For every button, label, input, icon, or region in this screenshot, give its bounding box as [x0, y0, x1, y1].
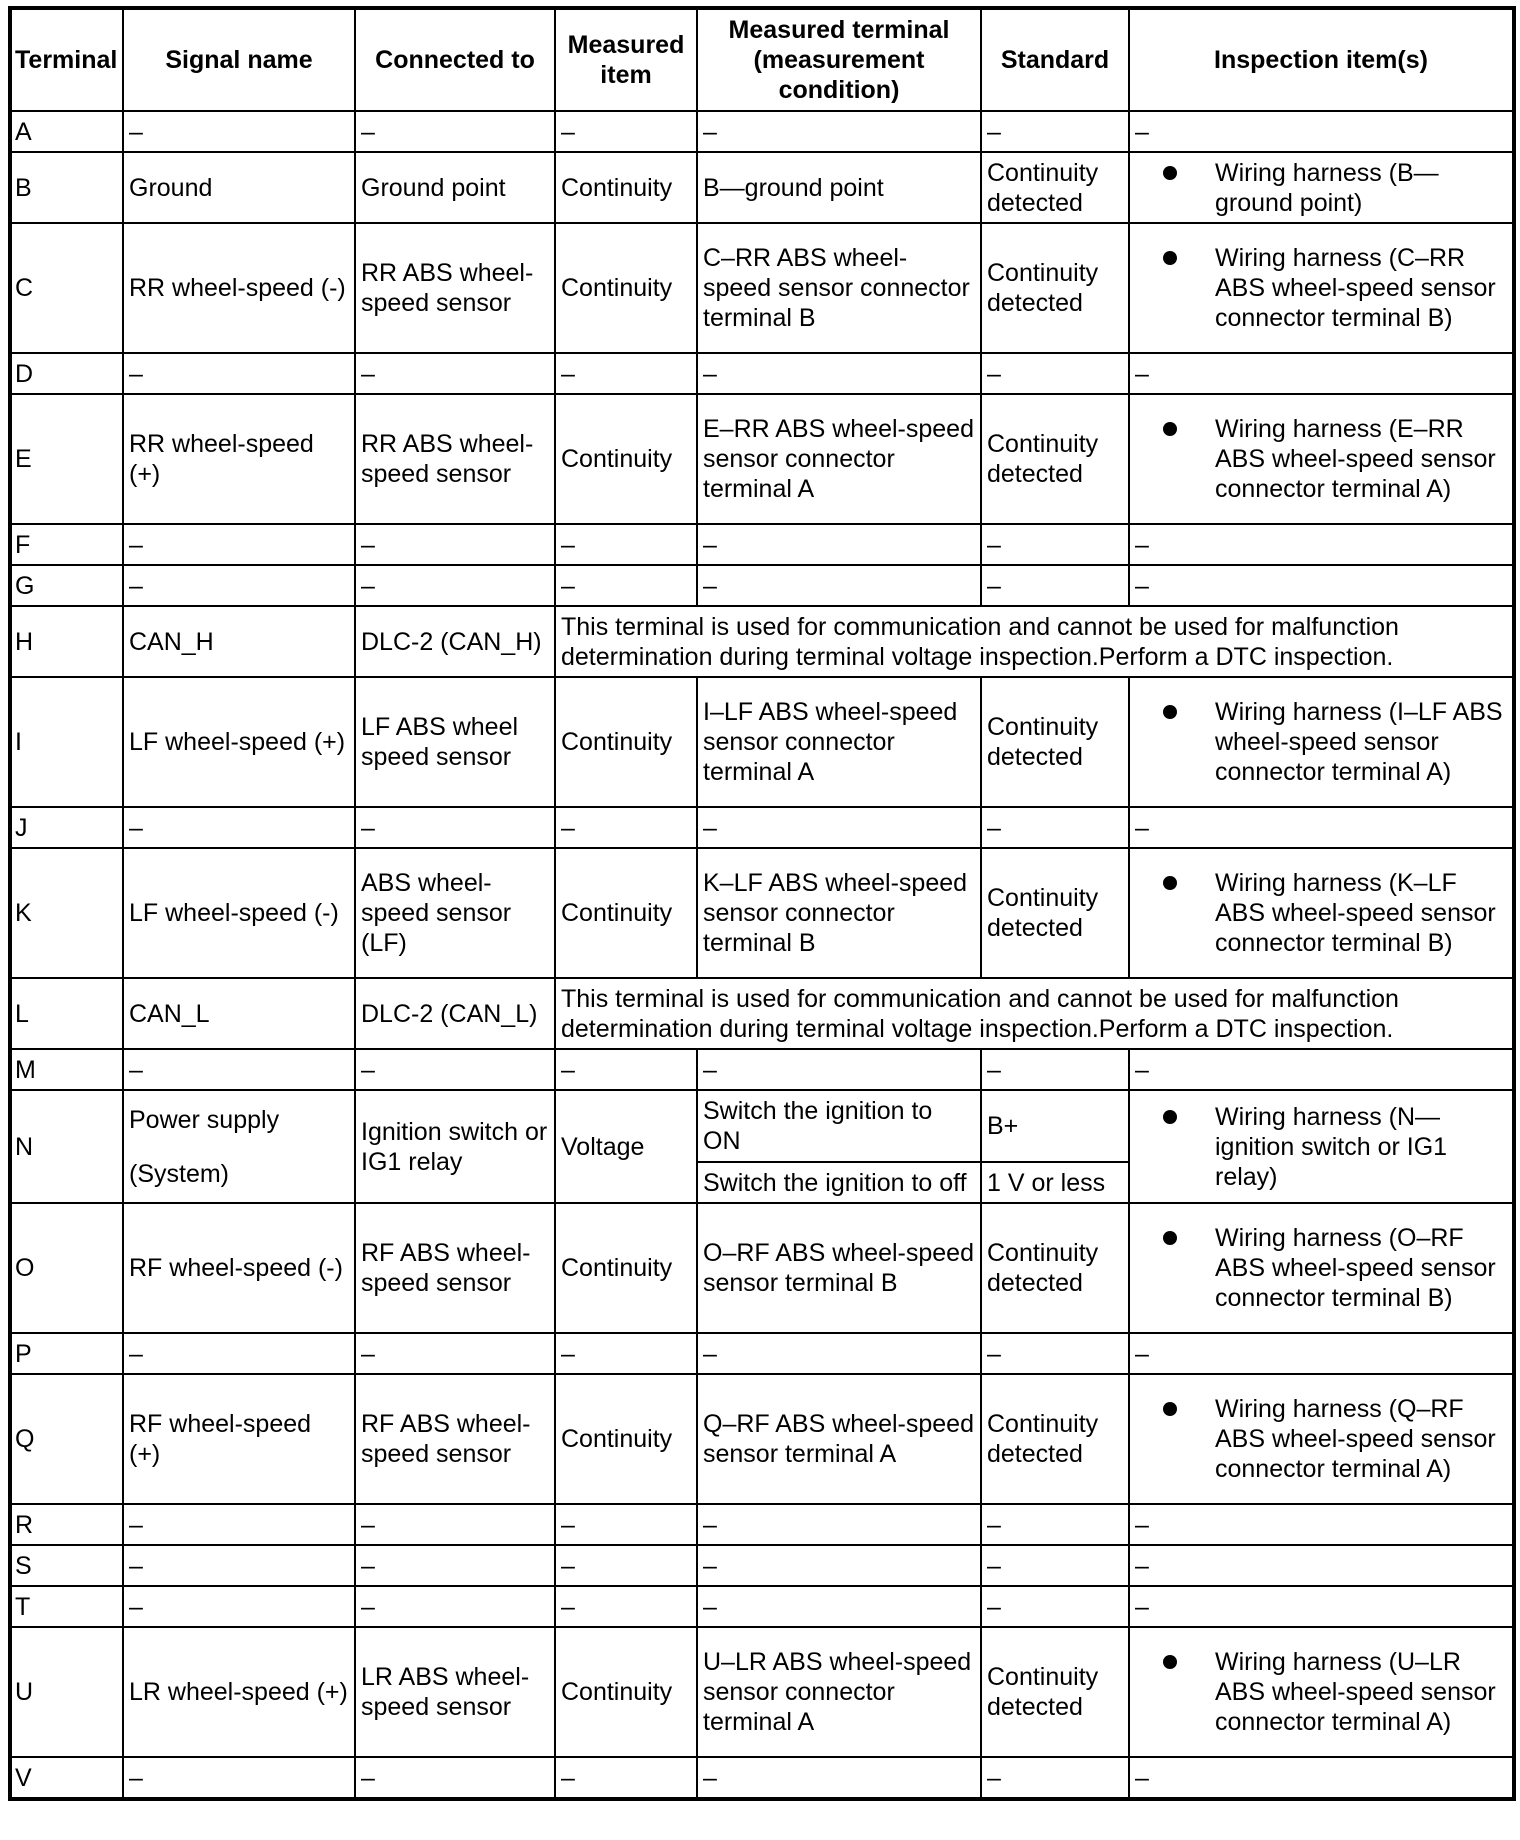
terminal-cell: R — [10, 1504, 123, 1545]
signal-name-cell: LF wheel-speed (-) — [123, 848, 355, 978]
dash-cell: – — [1129, 353, 1514, 394]
table-row — [10, 1374, 1514, 1504]
dash-cell: – — [697, 353, 981, 394]
header-standard: Standard — [981, 8, 1129, 111]
measured-item-cell: Continuity — [555, 848, 697, 978]
bullet-icon — [1163, 705, 1177, 719]
dash-cell: – — [355, 524, 555, 565]
dash-cell: – — [981, 1545, 1129, 1586]
connected-to-cell: DLC-2 (CAN_H) — [355, 606, 555, 677]
terminal-cell: L — [10, 978, 123, 1049]
dash-cell: – — [697, 1504, 981, 1545]
measured-item-cell: Continuity — [555, 1627, 697, 1757]
measured-item-cell: Continuity — [555, 677, 697, 807]
standard-cell: Continuity detected — [981, 152, 1129, 223]
standard-cell: Continuity detected — [981, 223, 1129, 353]
dash-cell: – — [697, 111, 981, 152]
dash-cell: – — [697, 1545, 981, 1586]
standard-cell: 1 V or less — [981, 1162, 1129, 1203]
connected-to-cell: Ignition switch or IG1 relay — [355, 1090, 555, 1203]
table-row — [10, 223, 1514, 353]
signal-name-cell: CAN_L — [123, 978, 355, 1049]
dash-cell: – — [697, 1049, 981, 1090]
table-row — [10, 848, 1514, 978]
signal-name-cell — [123, 1090, 355, 1203]
dash-cell: – — [555, 565, 697, 606]
dash-cell: – — [1129, 807, 1514, 848]
measured-terminal-cell: U–LR ABS wheel-speed sensor connector terminal A — [697, 1627, 981, 1757]
measured-terminal-cell: I–LF ABS wheel-speed sensor connector terminal A — [697, 677, 981, 807]
dash-cell: – — [555, 353, 697, 394]
dash-cell: – — [123, 565, 355, 606]
signal-name-cell: RF wheel-speed (-) — [123, 1203, 355, 1333]
connected-to-cell: ABS wheel-speed sensor (LF) — [355, 848, 555, 978]
connected-to-cell: RR ABS wheel-speed sensor — [355, 394, 555, 524]
dash-cell: – — [1129, 1049, 1514, 1090]
dash-cell: – — [697, 1757, 981, 1799]
table-row — [10, 1203, 1514, 1333]
terminal-cell: E — [10, 394, 123, 524]
signal-name-cell: RR wheel-speed (+) — [123, 394, 355, 524]
terminal-cell: N — [10, 1090, 123, 1203]
measured-terminal-cell: O–RF ABS wheel-speed sensor terminal B — [697, 1203, 981, 1333]
inspection-text: Wiring harness (B—ground point) — [1215, 158, 1439, 217]
dash-cell: – — [555, 1757, 697, 1799]
dash-cell: – — [555, 1586, 697, 1627]
dash-cell: – — [981, 1049, 1129, 1090]
dash-cell: – — [355, 111, 555, 152]
dash-cell: – — [555, 1049, 697, 1090]
inspection-text: Wiring harness (Q–RF ABS wheel-speed sensor connector terminal A) — [1215, 1395, 1496, 1483]
terminal-voltage-table — [8, 6, 1516, 1801]
communication-note-cell: This terminal is used for communication and cannot be used for malfunction determination during terminal voltage inspection.Perform a DTC inspection. — [555, 978, 1514, 1049]
bullet-icon — [1163, 166, 1177, 180]
header-connected-to: Connected to — [355, 8, 555, 111]
measured-terminal-cell: C–RR ABS wheel-speed sensor connector terminal B — [697, 223, 981, 353]
measured-terminal-cell: Switch the ignition to off — [697, 1162, 981, 1203]
dash-cell: – — [555, 807, 697, 848]
table-row — [10, 524, 1514, 565]
dash-cell: – — [123, 353, 355, 394]
dash-cell: – — [355, 1545, 555, 1586]
header-signal-name: Signal name — [123, 8, 355, 111]
inspection-cell — [1129, 677, 1514, 807]
table-row — [10, 1333, 1514, 1374]
bullet-icon — [1163, 1110, 1177, 1124]
terminal-cell: A — [10, 111, 123, 152]
dash-cell: – — [981, 1504, 1129, 1545]
dash-cell: – — [355, 353, 555, 394]
dash-cell: – — [355, 1333, 555, 1374]
dash-cell: – — [697, 807, 981, 848]
dash-cell: – — [555, 524, 697, 565]
terminal-cell: O — [10, 1203, 123, 1333]
dash-cell: – — [981, 353, 1129, 394]
dash-cell: – — [981, 111, 1129, 152]
dash-cell: – — [355, 1049, 555, 1090]
table-row — [10, 394, 1514, 524]
terminal-cell: H — [10, 606, 123, 677]
dash-cell: – — [355, 1504, 555, 1545]
dash-cell: – — [123, 807, 355, 848]
dash-cell: – — [1129, 565, 1514, 606]
bullet-icon — [1163, 1231, 1177, 1245]
signal-name-cell: Ground — [123, 152, 355, 223]
dash-cell: – — [1129, 1504, 1514, 1545]
dash-cell: – — [981, 1586, 1129, 1627]
table-row — [10, 1757, 1514, 1799]
measured-item-cell: Continuity — [555, 152, 697, 223]
dash-cell: – — [355, 807, 555, 848]
dash-cell: – — [123, 1545, 355, 1586]
dash-cell: – — [123, 111, 355, 152]
dash-cell: – — [1129, 1333, 1514, 1374]
standard-cell: Continuity detected — [981, 848, 1129, 978]
dash-cell: – — [123, 1504, 355, 1545]
dash-cell: – — [1129, 111, 1514, 152]
dash-cell: – — [123, 1333, 355, 1374]
measured-item-cell: Continuity — [555, 1374, 697, 1504]
measured-terminal-cell: E–RR ABS wheel-speed sensor connector terminal A — [697, 394, 981, 524]
bullet-icon — [1163, 422, 1177, 436]
inspection-text: Wiring harness (U–LR ABS wheel-speed sensor connector terminal A) — [1215, 1648, 1496, 1736]
dash-cell: – — [555, 1333, 697, 1374]
inspection-cell — [1129, 1374, 1514, 1504]
inspection-cell — [1129, 1090, 1514, 1203]
signal-name-cell: RF wheel-speed (+) — [123, 1374, 355, 1504]
inspection-cell — [1129, 223, 1514, 353]
standard-cell: Continuity detected — [981, 1203, 1129, 1333]
table-row — [10, 978, 1514, 1049]
signal-name-cell: CAN_H — [123, 606, 355, 677]
dash-cell: – — [981, 807, 1129, 848]
table-row — [10, 1586, 1514, 1627]
signal-name-cell: RR wheel-speed (-) — [123, 223, 355, 353]
inspection-cell — [1129, 1627, 1514, 1757]
measured-item-cell: Voltage — [555, 1090, 697, 1203]
bullet-icon — [1163, 876, 1177, 890]
standard-cell: B+ — [981, 1090, 1129, 1162]
dash-cell: – — [697, 1333, 981, 1374]
table-row — [10, 1504, 1514, 1545]
communication-note-cell: This terminal is used for communication and cannot be used for malfunction determination during terminal voltage inspection.Perform a DTC inspection. — [555, 606, 1514, 677]
table-row — [10, 1545, 1514, 1586]
inspection-cell — [1129, 1203, 1514, 1333]
inspection-cell — [1129, 152, 1514, 223]
measured-item-cell: Continuity — [555, 394, 697, 524]
terminal-cell: B — [10, 152, 123, 223]
table-row — [10, 111, 1514, 152]
standard-cell: Continuity detected — [981, 394, 1129, 524]
measured-terminal-cell: Q–RF ABS wheel-speed sensor terminal A — [697, 1374, 981, 1504]
dash-cell: – — [697, 524, 981, 565]
connected-to-cell: LR ABS wheel-speed sensor — [355, 1627, 555, 1757]
dash-cell: – — [981, 1333, 1129, 1374]
dash-cell: – — [355, 1586, 555, 1627]
dash-cell: – — [123, 1757, 355, 1799]
table-row — [10, 565, 1514, 606]
dash-cell: – — [697, 565, 981, 606]
inspection-cell — [1129, 394, 1514, 524]
bullet-icon — [1163, 1402, 1177, 1416]
signal-name-line: Power supply — [129, 1105, 280, 1134]
connected-to-cell: RF ABS wheel-speed sensor — [355, 1374, 555, 1504]
table-row — [10, 677, 1514, 807]
dash-cell: – — [981, 1757, 1129, 1799]
signal-name-cell: LF wheel-speed (+) — [123, 677, 355, 807]
header-measured-terminal: Measured terminal (measurement condition) — [697, 8, 981, 111]
inspection-text: Wiring harness (E–RR ABS wheel-speed sensor connector terminal A) — [1215, 415, 1496, 503]
connected-to-cell: Ground point — [355, 152, 555, 223]
dash-cell: – — [123, 1586, 355, 1627]
connected-to-cell: RR ABS wheel-speed sensor — [355, 223, 555, 353]
dash-cell: – — [1129, 524, 1514, 565]
standard-cell: Continuity detected — [981, 677, 1129, 807]
inspection-text: Wiring harness (N—ignition switch or IG1 relay) — [1215, 1102, 1448, 1191]
dash-cell: – — [1129, 1545, 1514, 1586]
terminal-cell: V — [10, 1757, 123, 1799]
terminal-cell: C — [10, 223, 123, 353]
dash-cell: – — [1129, 1586, 1514, 1627]
terminal-cell: D — [10, 353, 123, 394]
dash-cell: – — [981, 565, 1129, 606]
signal-name-line: (System) — [129, 1159, 229, 1188]
terminal-cell: M — [10, 1049, 123, 1090]
dash-cell: – — [555, 1504, 697, 1545]
terminal-cell: S — [10, 1545, 123, 1586]
table-row — [10, 807, 1514, 848]
dash-cell: – — [1129, 1757, 1514, 1799]
bullet-icon — [1163, 251, 1177, 265]
measured-item-cell: Continuity — [555, 1203, 697, 1333]
header-terminal: Terminal — [10, 8, 123, 111]
terminal-cell: P — [10, 1333, 123, 1374]
inspection-cell — [1129, 848, 1514, 978]
connected-to-cell: DLC-2 (CAN_L) — [355, 978, 555, 1049]
inspection-text: Wiring harness (O–RF ABS wheel-speed sensor connector terminal B) — [1215, 1224, 1496, 1312]
terminal-cell: I — [10, 677, 123, 807]
terminal-cell: G — [10, 565, 123, 606]
inspection-text: Wiring harness (C–RR ABS wheel-speed sensor connector terminal B) — [1215, 244, 1496, 332]
dash-cell: – — [123, 524, 355, 565]
dash-cell: – — [555, 111, 697, 152]
measured-terminal-cell: B—ground point — [697, 152, 981, 223]
measured-terminal-cell: Switch the ignition to ON — [697, 1090, 981, 1162]
header-measured-item: Measured item — [555, 8, 697, 111]
table-row — [10, 606, 1514, 677]
standard-cell: Continuity detected — [981, 1627, 1129, 1757]
dash-cell: – — [355, 1757, 555, 1799]
inspection-text: Wiring harness (K–LF ABS wheel-speed sensor connector terminal B) — [1215, 869, 1496, 957]
connected-to-cell: RF ABS wheel-speed sensor — [355, 1203, 555, 1333]
header-inspection-items: Inspection item(s) — [1129, 8, 1514, 111]
dash-cell: – — [123, 1049, 355, 1090]
standard-cell: Continuity detected — [981, 1374, 1129, 1504]
measured-terminal-cell: K–LF ABS wheel-speed sensor connector terminal B — [697, 848, 981, 978]
dash-cell: – — [981, 524, 1129, 565]
signal-name-cell: LR wheel-speed (+) — [123, 1627, 355, 1757]
terminal-cell: K — [10, 848, 123, 978]
terminal-cell: J — [10, 807, 123, 848]
table-row — [10, 1090, 1514, 1162]
connected-to-cell: LF ABS wheel speed sensor — [355, 677, 555, 807]
measured-item-cell: Continuity — [555, 223, 697, 353]
inspection-text: Wiring harness (I–LF ABS wheel-speed sensor connector terminal A) — [1215, 698, 1503, 786]
terminal-cell: U — [10, 1627, 123, 1757]
terminal-cell: Q — [10, 1374, 123, 1504]
terminal-cell: T — [10, 1586, 123, 1627]
terminal-table-wrapper — [8, 6, 1512, 1801]
dash-cell: – — [697, 1586, 981, 1627]
table-row — [10, 1627, 1514, 1757]
dash-cell: – — [555, 1545, 697, 1586]
dash-cell: – — [355, 565, 555, 606]
bullet-icon — [1163, 1655, 1177, 1669]
table-row — [10, 1049, 1514, 1090]
table-row — [10, 353, 1514, 394]
table-row — [10, 152, 1514, 223]
terminal-cell: F — [10, 524, 123, 565]
header-row — [10, 8, 1514, 111]
